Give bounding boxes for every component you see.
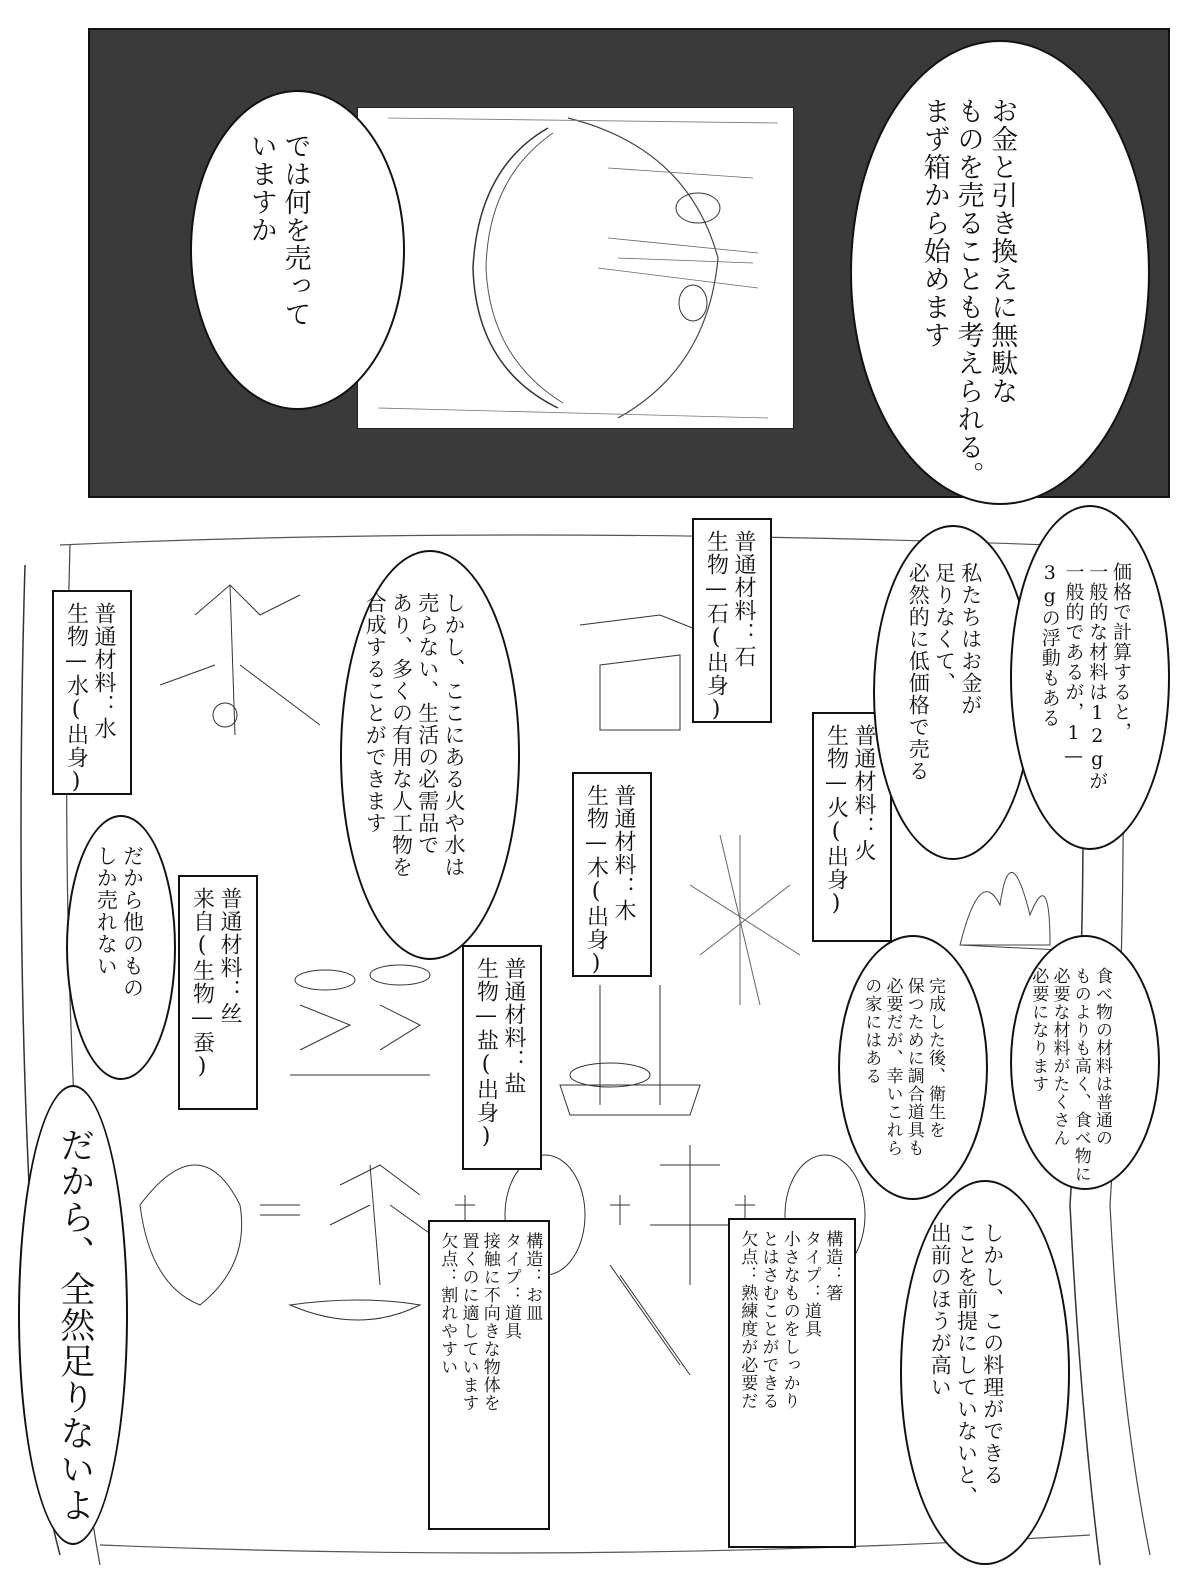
bubble-not-enough xyxy=(18,1085,128,1545)
label-silk xyxy=(178,875,258,1110)
label-text: 普通材料：石 生物—石(出身) xyxy=(703,530,756,723)
speech-bubble-intro xyxy=(850,40,1150,505)
bubble-hygiene xyxy=(838,935,988,1200)
bubble-text: 食べ物の材料は普通の ものよりも高く、食べ物に 必要な材料がたくさん 必要になります xyxy=(1028,967,1112,1183)
bubble-text: だから、全然足りないよ xyxy=(54,1127,95,1523)
wood-sketch xyxy=(690,835,800,1005)
label-text: 普通材料：木 生物—木(出身) xyxy=(583,784,636,977)
bubble-text: 私たちはお金が 足りなくて、 必然的に低価格で売る xyxy=(906,562,983,782)
label-text: 普通材料：盐 生物—盐(出身) xyxy=(473,957,526,1150)
label-wood xyxy=(572,772,652,977)
bubble-text: お金と引き換えに無駄な ものを売ることも考えられる。 まず箱から始めます xyxy=(918,97,1018,489)
label-plate xyxy=(428,1220,550,1530)
water-glyph-sketch xyxy=(160,585,320,735)
sketch-figure xyxy=(358,108,793,428)
bubble-text: 完成した後、衛生を 保つために調合道具も 必要だが、幸いこれら の家にはある xyxy=(861,977,945,1157)
label-water xyxy=(52,590,132,795)
label-chopsticks xyxy=(728,1218,856,1548)
fire-sketch xyxy=(960,872,1060,950)
bubble-text: 価格で計算すると， 一般的な材料は12gが 一般的であるが，1— 3gの浮動もある xyxy=(1038,562,1132,791)
stone-glyph-sketch xyxy=(580,615,710,730)
bubble-only-sell-others xyxy=(66,815,176,1080)
label-text: 普通材料：火 生物—火(出身) xyxy=(823,724,876,917)
label-text: 構造：箸 タイプ：道具 小さなものをしっかり とはさむことができる 欠点：熟練度が必要だ xyxy=(737,1230,843,1410)
label-text: 普通材料：丝 来自(生物—蚕) xyxy=(189,887,242,1080)
bubble-text: では何を売って いますか xyxy=(245,132,311,328)
top-panel xyxy=(88,28,1170,498)
label-salt xyxy=(462,945,542,1170)
bubble-we-lack-money xyxy=(873,525,1033,860)
bubble-text: だから他のもの しか売れない xyxy=(94,845,145,999)
label-text: 普通材料：水 生物—水(出身) xyxy=(63,602,116,795)
bubble-food-materials xyxy=(1010,935,1160,1190)
label-text: 構造：お皿 タイプ：道具 接触に不向きな物体を 置くのに適しています 欠点：割れやすい xyxy=(437,1232,543,1412)
speech-bubble-question xyxy=(190,90,405,410)
bubble-price-calc xyxy=(1010,505,1170,850)
box-sketch xyxy=(357,107,794,429)
bubble-delivery xyxy=(900,1180,1070,1565)
bubble-text: しかし、ここにある火や水は 売らない、生活の必需品で あり、多くの有用な人工物を 合成することができます xyxy=(363,592,466,878)
silk-sketch xyxy=(290,965,430,1075)
bubble-text: しかし、この料理ができる ことを前提にしていないと、 出前のほうが高い xyxy=(928,1222,1005,1508)
bubble-however-fire-water xyxy=(340,550,520,960)
salt-sketch xyxy=(560,985,700,1115)
label-stone xyxy=(692,518,772,723)
